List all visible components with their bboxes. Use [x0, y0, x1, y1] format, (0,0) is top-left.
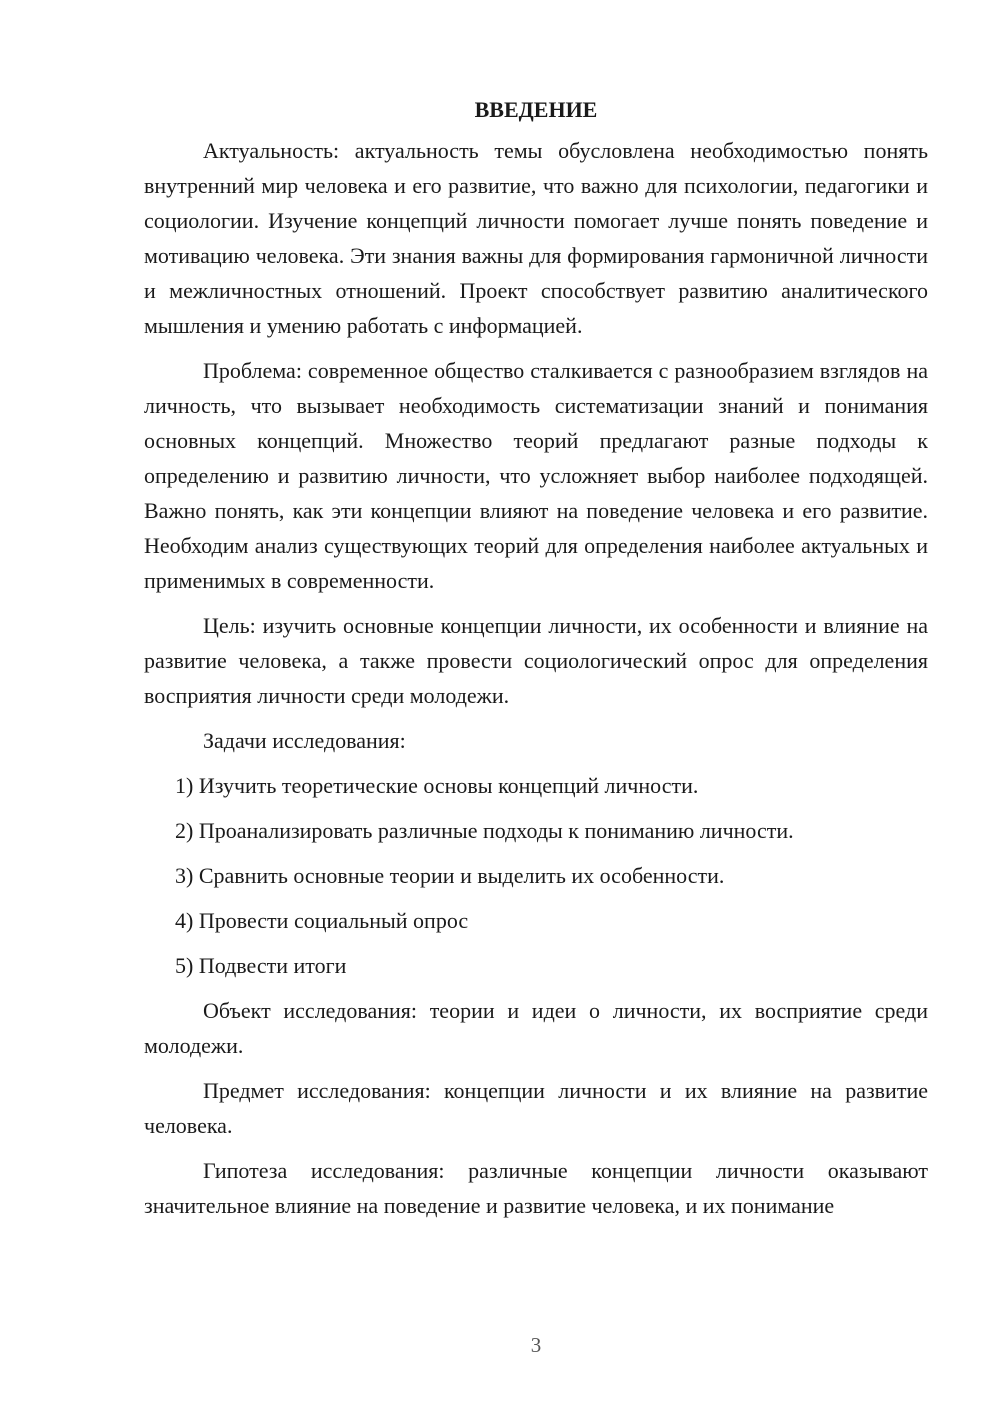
paragraph-object: Объект исследования: теории и идеи о личности, их восприятие среди молодежи. — [144, 998, 928, 1058]
paragraph-relevance: Актуальность: актуальность темы обусловлена необходимостью понять внутренний мир человека и его развитие, что важно для психологии, педагогики и социологии. Изучение концепций личности помогает лучше понять поведение и мотивацию человека. Эти знания важны для формирования гармоничной личности и межличностных отношений. Проект способствует развитию аналитического мышления и умению работать с информацией. — [144, 138, 928, 338]
task-item-4: 4) Провести социальный опрос — [175, 908, 469, 933]
page-number: 3 — [530, 1333, 542, 1357]
document-page — [144, 92, 928, 1223]
task-item-1: 1) Изучить теоретические основы концепций личности. — [175, 773, 699, 798]
task-item-3: 3) Сравнить основные теории и выделить их особенности. — [175, 863, 725, 888]
section-title: ВВЕДЕНИЕ — [474, 97, 598, 122]
paragraph-goal: Цель: изучить основные концепции личности, их особенности и влияние на развитие человека, а также провести социологический опрос для определения восприятия личности среди молодежи. — [144, 613, 928, 708]
paragraph-problem: Проблема: современное общество сталкивается с разнообразием взглядов на личность, что вызывает необходимость систематизации знаний и понимания основных концепций. Множество теорий предлагают разные подходы к определению и развитию личности, что усложняет выбор наиболее подходящей. Важно понять, как эти концепции влияют на поведение человека и его развитие. Необходим анализ существующих теорий для определения наиболее актуальных и применимых в современности. — [144, 358, 928, 593]
task-item-5: 5) Подвести итоги — [175, 953, 347, 978]
paragraph-hypothesis: Гипотеза исследования: различные концепции личности оказывают значительное влияние на поведение и развитие человека, и их понимание — [144, 1158, 928, 1218]
task-item-2: 2) Проанализировать различные подходы к пониманию личности. — [175, 818, 794, 843]
paragraph-subject: Предмет исследования: концепции личности и их влияние на развитие человека. — [144, 1078, 928, 1138]
paragraph-tasks-heading: Задачи исследования: — [203, 728, 406, 753]
